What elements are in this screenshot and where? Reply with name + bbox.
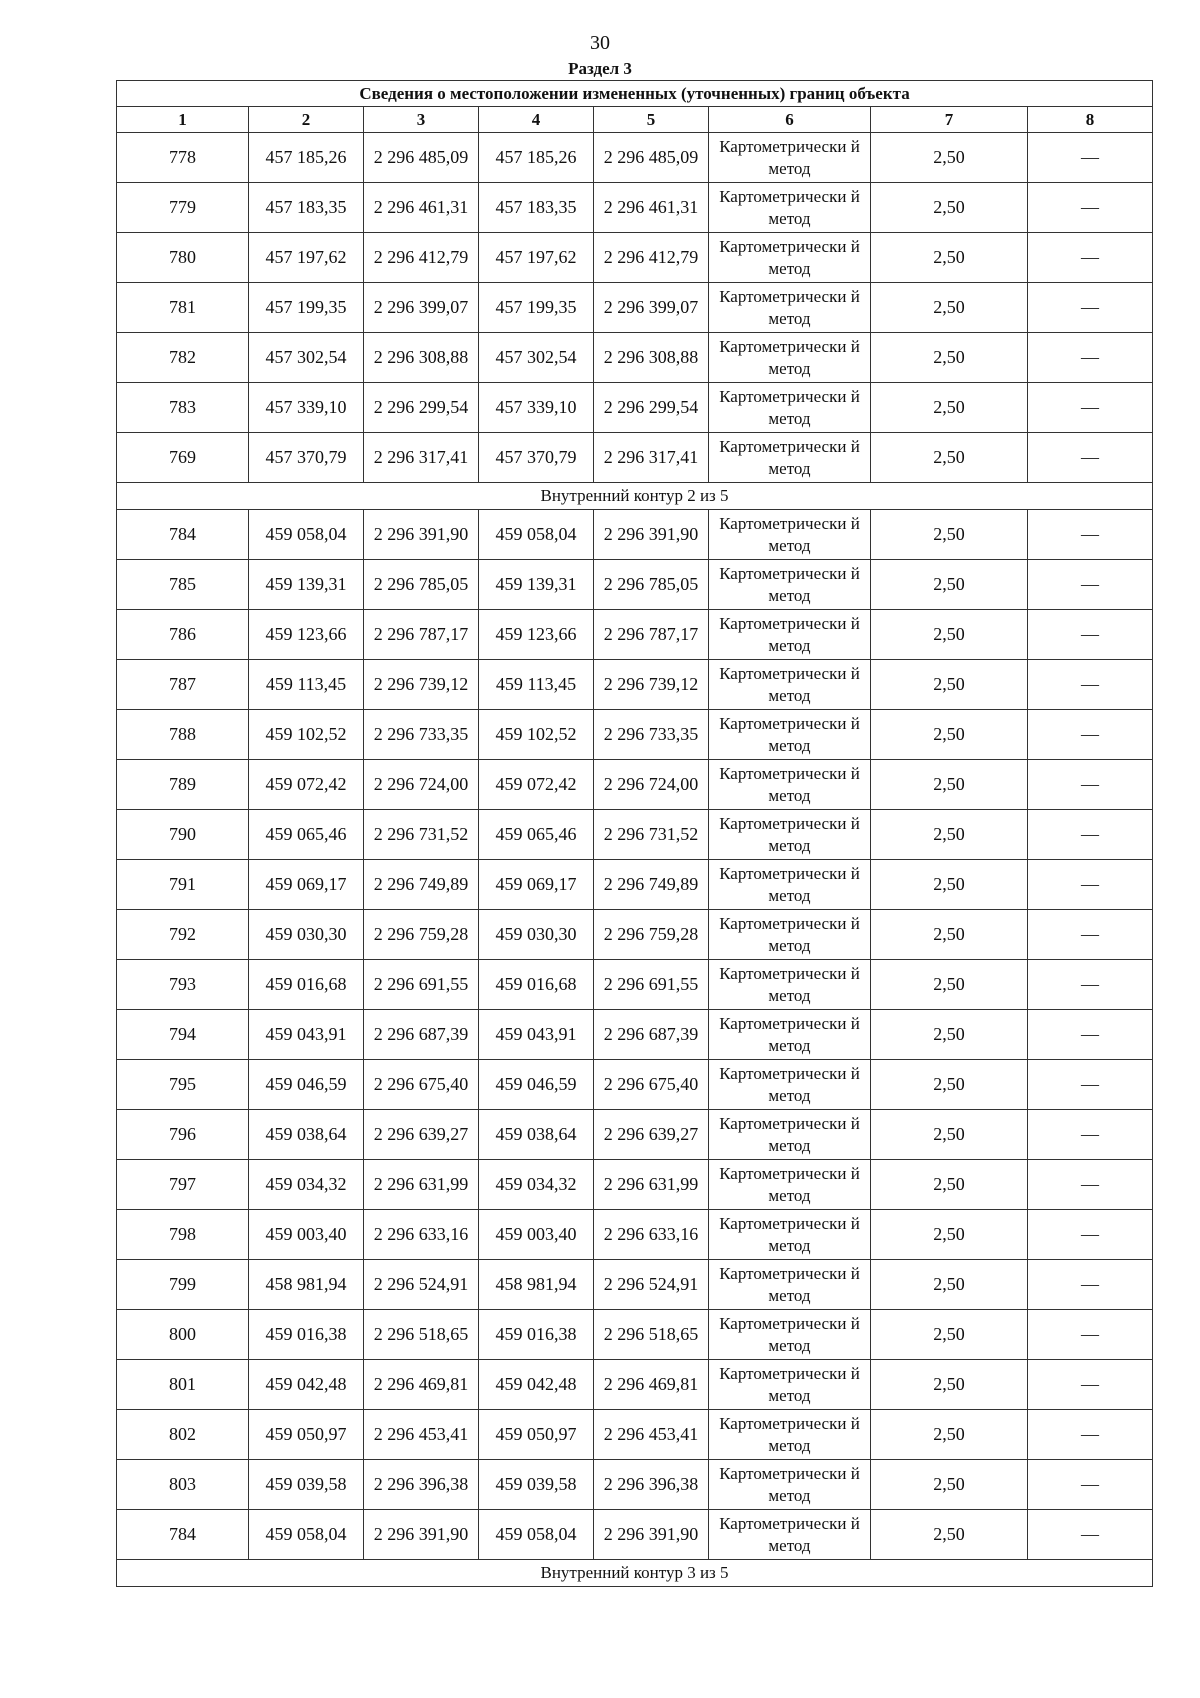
y-new-cell: 2 296 469,81 — [594, 1360, 709, 1410]
section-title: Раздел 3 — [568, 59, 632, 78]
y-existing-cell: 2 296 691,55 — [364, 960, 479, 1010]
y-new-cell: 2 296 396,38 — [594, 1460, 709, 1510]
point-number-cell: 769 — [117, 433, 249, 483]
x-new-cell: 457 339,10 — [479, 383, 594, 433]
boundary-coordinates-table — [116, 80, 1153, 1587]
y-existing-cell: 2 296 299,54 — [364, 383, 479, 433]
x-existing-cell: 459 058,04 — [249, 510, 364, 560]
point-number-cell: 784 — [117, 510, 249, 560]
note-cell: — — [1028, 1060, 1153, 1110]
x-existing-cell: 459 034,32 — [249, 1160, 364, 1210]
method-cell: Картометрически й метод — [709, 910, 871, 960]
y-new-cell: 2 296 299,54 — [594, 383, 709, 433]
x-existing-cell: 459 123,66 — [249, 610, 364, 660]
x-new-cell: 459 046,59 — [479, 1060, 594, 1110]
method-cell: Картометрически й метод — [709, 1510, 871, 1560]
y-existing-cell: 2 296 724,00 — [364, 760, 479, 810]
method-cell: Картометрически й метод — [709, 560, 871, 610]
precision-cell: 2,50 — [871, 760, 1028, 810]
method-cell: Картометрически й метод — [709, 1310, 871, 1360]
precision-cell: 2,50 — [871, 810, 1028, 860]
table-row — [117, 1360, 1153, 1410]
x-existing-cell: 459 102,52 — [249, 710, 364, 760]
column-number-2: 2 — [249, 107, 364, 133]
contour-label: Внутренний контур 3 из 5 — [117, 1560, 1153, 1587]
table-row — [117, 1410, 1153, 1460]
x-existing-cell: 458 981,94 — [249, 1260, 364, 1310]
method-cell: Картометрически й метод — [709, 1260, 871, 1310]
x-new-cell: 459 058,04 — [479, 1510, 594, 1560]
x-existing-cell: 459 050,97 — [249, 1410, 364, 1460]
note-cell: — — [1028, 233, 1153, 283]
x-new-cell: 457 302,54 — [479, 333, 594, 383]
column-number-8: 8 — [1028, 107, 1153, 133]
precision-cell: 2,50 — [871, 910, 1028, 960]
precision-cell: 2,50 — [871, 510, 1028, 560]
precision-cell: 2,50 — [871, 860, 1028, 910]
point-number-cell: 781 — [117, 283, 249, 333]
y-new-cell: 2 296 731,52 — [594, 810, 709, 860]
x-existing-cell: 459 030,30 — [249, 910, 364, 960]
method-cell: Картометрически й метод — [709, 760, 871, 810]
column-number-row — [117, 107, 1153, 133]
method-cell: Картометрически й метод — [709, 233, 871, 283]
column-number-5: 5 — [594, 107, 709, 133]
method-cell: Картометрически й метод — [709, 383, 871, 433]
point-number-cell: 787 — [117, 660, 249, 710]
y-existing-cell: 2 296 633,16 — [364, 1210, 479, 1260]
x-new-cell: 457 370,79 — [479, 433, 594, 483]
table-row — [117, 1010, 1153, 1060]
y-existing-cell: 2 296 759,28 — [364, 910, 479, 960]
y-new-cell: 2 296 518,65 — [594, 1310, 709, 1360]
x-new-cell: 459 042,48 — [479, 1360, 594, 1410]
point-number-cell: 799 — [117, 1260, 249, 1310]
y-existing-cell: 2 296 631,99 — [364, 1160, 479, 1210]
y-existing-cell: 2 296 687,39 — [364, 1010, 479, 1060]
note-cell: — — [1028, 1310, 1153, 1360]
table-row — [117, 710, 1153, 760]
y-existing-cell: 2 296 461,31 — [364, 183, 479, 233]
point-number-cell: 791 — [117, 860, 249, 910]
point-number-cell: 803 — [117, 1460, 249, 1510]
column-number-4: 4 — [479, 107, 594, 133]
point-number-cell: 786 — [117, 610, 249, 660]
note-cell: — — [1028, 910, 1153, 960]
precision-cell: 2,50 — [871, 710, 1028, 760]
x-existing-cell: 459 046,59 — [249, 1060, 364, 1110]
point-number-cell: 785 — [117, 560, 249, 610]
column-number-3: 3 — [364, 107, 479, 133]
point-number-cell: 798 — [117, 1210, 249, 1260]
note-cell: — — [1028, 1260, 1153, 1310]
note-cell: — — [1028, 333, 1153, 383]
y-new-cell: 2 296 787,17 — [594, 610, 709, 660]
table-row — [117, 1060, 1153, 1110]
method-cell: Картометрически й метод — [709, 510, 871, 560]
x-new-cell: 458 981,94 — [479, 1260, 594, 1310]
x-existing-cell: 459 016,38 — [249, 1310, 364, 1360]
contour-label-row — [117, 1560, 1153, 1587]
table-row — [117, 860, 1153, 910]
precision-cell: 2,50 — [871, 1110, 1028, 1160]
table-row — [117, 560, 1153, 610]
precision-cell: 2,50 — [871, 610, 1028, 660]
note-cell: — — [1028, 760, 1153, 810]
table-row — [117, 1160, 1153, 1210]
precision-cell: 2,50 — [871, 1310, 1028, 1360]
contour-label-row — [117, 483, 1153, 510]
method-cell: Картометрически й метод — [709, 1110, 871, 1160]
table-row — [117, 510, 1153, 560]
note-cell: — — [1028, 560, 1153, 610]
y-existing-cell: 2 296 391,90 — [364, 510, 479, 560]
x-new-cell: 459 016,68 — [479, 960, 594, 1010]
method-cell: Картометрически й метод — [709, 710, 871, 760]
x-new-cell: 459 123,66 — [479, 610, 594, 660]
table-row — [117, 1260, 1153, 1310]
point-number-cell: 802 — [117, 1410, 249, 1460]
y-new-cell: 2 296 633,16 — [594, 1210, 709, 1260]
x-new-cell: 459 038,64 — [479, 1110, 594, 1160]
precision-cell: 2,50 — [871, 1160, 1028, 1210]
x-existing-cell: 459 065,46 — [249, 810, 364, 860]
table-row — [117, 383, 1153, 433]
y-existing-cell: 2 296 787,17 — [364, 610, 479, 660]
precision-cell: 2,50 — [871, 1360, 1028, 1410]
method-cell: Картометрически й метод — [709, 860, 871, 910]
precision-cell: 2,50 — [871, 1010, 1028, 1060]
table-row — [117, 810, 1153, 860]
note-cell: — — [1028, 610, 1153, 660]
x-existing-cell: 459 038,64 — [249, 1110, 364, 1160]
y-existing-cell: 2 296 391,90 — [364, 1510, 479, 1560]
x-new-cell: 459 065,46 — [479, 810, 594, 860]
table-row — [117, 233, 1153, 283]
x-existing-cell: 457 197,62 — [249, 233, 364, 283]
precision-cell: 2,50 — [871, 1410, 1028, 1460]
precision-cell: 2,50 — [871, 183, 1028, 233]
x-existing-cell: 459 003,40 — [249, 1210, 364, 1260]
table-row — [117, 1310, 1153, 1360]
point-number-cell: 784 — [117, 1510, 249, 1560]
x-existing-cell: 459 039,58 — [249, 1460, 364, 1510]
y-new-cell: 2 296 399,07 — [594, 283, 709, 333]
y-new-cell: 2 296 749,89 — [594, 860, 709, 910]
y-existing-cell: 2 296 639,27 — [364, 1110, 479, 1160]
y-existing-cell: 2 296 733,35 — [364, 710, 479, 760]
precision-cell: 2,50 — [871, 233, 1028, 283]
y-new-cell: 2 296 453,41 — [594, 1410, 709, 1460]
point-number-cell: 778 — [117, 133, 249, 183]
y-new-cell: 2 296 485,09 — [594, 133, 709, 183]
point-number-cell: 801 — [117, 1360, 249, 1410]
column-number-6: 6 — [709, 107, 871, 133]
y-new-cell: 2 296 687,39 — [594, 1010, 709, 1060]
precision-cell: 2,50 — [871, 1260, 1028, 1310]
precision-cell: 2,50 — [871, 133, 1028, 183]
table-caption: Сведения о местоположении измененных (уточненных) границ объекта — [117, 81, 1153, 107]
precision-cell: 2,50 — [871, 1510, 1028, 1560]
y-existing-cell: 2 296 317,41 — [364, 433, 479, 483]
y-new-cell: 2 296 391,90 — [594, 1510, 709, 1560]
table-row — [117, 283, 1153, 333]
x-new-cell: 459 016,38 — [479, 1310, 594, 1360]
point-number-cell: 789 — [117, 760, 249, 810]
x-new-cell: 457 197,62 — [479, 233, 594, 283]
page-number: 30 — [590, 32, 610, 54]
table-row — [117, 183, 1153, 233]
column-number-1: 1 — [117, 107, 249, 133]
point-number-cell: 783 — [117, 383, 249, 433]
x-existing-cell: 457 302,54 — [249, 333, 364, 383]
x-new-cell: 457 199,35 — [479, 283, 594, 333]
point-number-cell: 792 — [117, 910, 249, 960]
x-new-cell: 459 039,58 — [479, 1460, 594, 1510]
y-new-cell: 2 296 308,88 — [594, 333, 709, 383]
x-existing-cell: 457 199,35 — [249, 283, 364, 333]
note-cell: — — [1028, 1110, 1153, 1160]
precision-cell: 2,50 — [871, 383, 1028, 433]
x-existing-cell: 459 043,91 — [249, 1010, 364, 1060]
precision-cell: 2,50 — [871, 1060, 1028, 1110]
point-number-cell: 793 — [117, 960, 249, 1010]
y-new-cell: 2 296 691,55 — [594, 960, 709, 1010]
note-cell: — — [1028, 810, 1153, 860]
method-cell: Картометрически й метод — [709, 1060, 871, 1110]
x-new-cell: 459 072,42 — [479, 760, 594, 810]
precision-cell: 2,50 — [871, 960, 1028, 1010]
y-existing-cell: 2 296 675,40 — [364, 1060, 479, 1110]
point-number-cell: 797 — [117, 1160, 249, 1210]
method-cell: Картометрически й метод — [709, 183, 871, 233]
table-row — [117, 610, 1153, 660]
method-cell: Картометрически й метод — [709, 1360, 871, 1410]
table-row — [117, 910, 1153, 960]
method-cell: Картометрически й метод — [709, 283, 871, 333]
y-existing-cell: 2 296 308,88 — [364, 333, 479, 383]
x-new-cell: 459 034,32 — [479, 1160, 594, 1210]
x-new-cell: 459 069,17 — [479, 860, 594, 910]
y-existing-cell: 2 296 412,79 — [364, 233, 479, 283]
x-new-cell: 459 030,30 — [479, 910, 594, 960]
x-existing-cell: 459 113,45 — [249, 660, 364, 710]
table-row — [117, 960, 1153, 1010]
precision-cell: 2,50 — [871, 1460, 1028, 1510]
x-new-cell: 457 183,35 — [479, 183, 594, 233]
x-existing-cell: 459 072,42 — [249, 760, 364, 810]
x-new-cell: 459 102,52 — [479, 710, 594, 760]
note-cell: — — [1028, 433, 1153, 483]
y-new-cell: 2 296 391,90 — [594, 510, 709, 560]
method-cell: Картометрически й метод — [709, 810, 871, 860]
table-row — [117, 333, 1153, 383]
point-number-cell: 780 — [117, 233, 249, 283]
note-cell: — — [1028, 960, 1153, 1010]
y-existing-cell: 2 296 485,09 — [364, 133, 479, 183]
note-cell: — — [1028, 133, 1153, 183]
table-row — [117, 133, 1153, 183]
note-cell: — — [1028, 283, 1153, 333]
method-cell: Картометрически й метод — [709, 960, 871, 1010]
x-new-cell: 459 043,91 — [479, 1010, 594, 1060]
y-new-cell: 2 296 733,35 — [594, 710, 709, 760]
method-cell: Картометрически й метод — [709, 133, 871, 183]
point-number-cell: 794 — [117, 1010, 249, 1060]
note-cell: — — [1028, 183, 1153, 233]
contour-label: Внутренний контур 2 из 5 — [117, 483, 1153, 510]
method-cell: Картометрически й метод — [709, 433, 871, 483]
x-existing-cell: 457 185,26 — [249, 133, 364, 183]
y-existing-cell: 2 296 453,41 — [364, 1410, 479, 1460]
x-new-cell: 457 185,26 — [479, 133, 594, 183]
note-cell: — — [1028, 660, 1153, 710]
note-cell: — — [1028, 1510, 1153, 1560]
precision-cell: 2,50 — [871, 333, 1028, 383]
table-row — [117, 1460, 1153, 1510]
note-cell: — — [1028, 1360, 1153, 1410]
note-cell: — — [1028, 383, 1153, 433]
method-cell: Картометрически й метод — [709, 660, 871, 710]
x-new-cell: 459 050,97 — [479, 1410, 594, 1460]
point-number-cell: 800 — [117, 1310, 249, 1360]
precision-cell: 2,50 — [871, 1210, 1028, 1260]
method-cell: Картометрически й метод — [709, 1010, 871, 1060]
y-existing-cell: 2 296 524,91 — [364, 1260, 479, 1310]
y-existing-cell: 2 296 396,38 — [364, 1460, 479, 1510]
point-number-cell: 795 — [117, 1060, 249, 1110]
y-new-cell: 2 296 639,27 — [594, 1110, 709, 1160]
point-number-cell: 779 — [117, 183, 249, 233]
y-new-cell: 2 296 461,31 — [594, 183, 709, 233]
table-row — [117, 660, 1153, 710]
y-new-cell: 2 296 631,99 — [594, 1160, 709, 1210]
y-new-cell: 2 296 785,05 — [594, 560, 709, 610]
note-cell: — — [1028, 860, 1153, 910]
note-cell: — — [1028, 510, 1153, 560]
precision-cell: 2,50 — [871, 283, 1028, 333]
note-cell: — — [1028, 1410, 1153, 1460]
note-cell: — — [1028, 710, 1153, 760]
y-new-cell: 2 296 317,41 — [594, 433, 709, 483]
x-existing-cell: 459 139,31 — [249, 560, 364, 610]
y-existing-cell: 2 296 731,52 — [364, 810, 479, 860]
point-number-cell: 788 — [117, 710, 249, 760]
y-existing-cell: 2 296 469,81 — [364, 1360, 479, 1410]
table-row — [117, 1210, 1153, 1260]
method-cell: Картометрически й метод — [709, 1210, 871, 1260]
x-new-cell: 459 003,40 — [479, 1210, 594, 1260]
x-existing-cell: 459 058,04 — [249, 1510, 364, 1560]
note-cell: — — [1028, 1460, 1153, 1510]
y-existing-cell: 2 296 739,12 — [364, 660, 479, 710]
precision-cell: 2,50 — [871, 560, 1028, 610]
x-existing-cell: 457 339,10 — [249, 383, 364, 433]
y-new-cell: 2 296 675,40 — [594, 1060, 709, 1110]
table-caption-row — [117, 81, 1153, 107]
precision-cell: 2,50 — [871, 660, 1028, 710]
note-cell: — — [1028, 1010, 1153, 1060]
x-existing-cell: 457 183,35 — [249, 183, 364, 233]
y-new-cell: 2 296 724,00 — [594, 760, 709, 810]
note-cell: — — [1028, 1210, 1153, 1260]
point-number-cell: 796 — [117, 1110, 249, 1160]
y-existing-cell: 2 296 399,07 — [364, 283, 479, 333]
y-existing-cell: 2 296 749,89 — [364, 860, 479, 910]
table-row — [117, 1510, 1153, 1560]
point-number-cell: 782 — [117, 333, 249, 383]
method-cell: Картометрически й метод — [709, 1410, 871, 1460]
y-existing-cell: 2 296 518,65 — [364, 1310, 479, 1360]
table-row — [117, 433, 1153, 483]
method-cell: Картометрически й метод — [709, 333, 871, 383]
x-new-cell: 459 139,31 — [479, 560, 594, 610]
table-row — [117, 1110, 1153, 1160]
method-cell: Картометрически й метод — [709, 1460, 871, 1510]
x-existing-cell: 457 370,79 — [249, 433, 364, 483]
y-new-cell: 2 296 412,79 — [594, 233, 709, 283]
x-existing-cell: 459 016,68 — [249, 960, 364, 1010]
method-cell: Картометрически й метод — [709, 1160, 871, 1210]
y-new-cell: 2 296 739,12 — [594, 660, 709, 710]
point-number-cell: 790 — [117, 810, 249, 860]
note-cell: — — [1028, 1160, 1153, 1210]
y-existing-cell: 2 296 785,05 — [364, 560, 479, 610]
column-number-7: 7 — [871, 107, 1028, 133]
precision-cell: 2,50 — [871, 433, 1028, 483]
y-new-cell: 2 296 524,91 — [594, 1260, 709, 1310]
x-new-cell: 459 058,04 — [479, 510, 594, 560]
method-cell: Картометрически й метод — [709, 610, 871, 660]
x-existing-cell: 459 069,17 — [249, 860, 364, 910]
table-row — [117, 760, 1153, 810]
y-new-cell: 2 296 759,28 — [594, 910, 709, 960]
x-existing-cell: 459 042,48 — [249, 1360, 364, 1410]
x-new-cell: 459 113,45 — [479, 660, 594, 710]
